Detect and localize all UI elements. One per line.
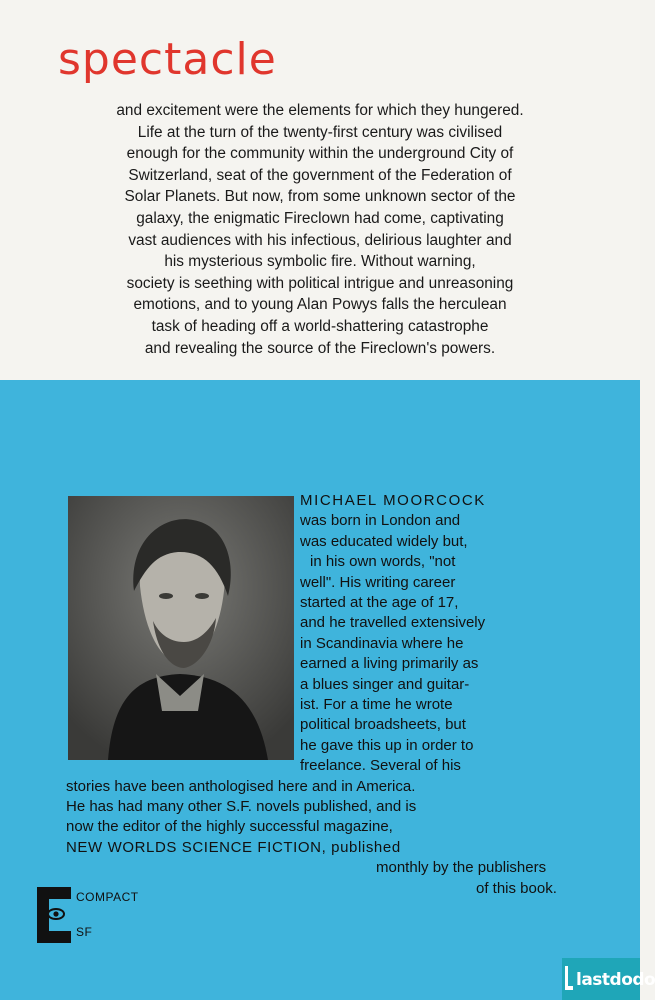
lower-panel — [0, 380, 640, 1000]
blurb-line: Solar Planets. But now, from some unknown sector of the — [124, 188, 516, 206]
sticker-mark-icon — [564, 966, 574, 990]
publisher-logo — [37, 887, 71, 943]
bio-line: was born in London and — [300, 512, 461, 529]
bio-line: and he travelled extensively — [300, 614, 486, 631]
bio-line: well". His writing career — [300, 574, 456, 591]
book-title-word: spectacle — [58, 34, 277, 85]
blurb-line: enough for the community within the underground City of — [126, 145, 514, 163]
publisher-imprint: SF — [76, 925, 93, 939]
bio-line: now the editor of the highly successful magazine, — [66, 818, 393, 835]
bio-line: monthly by the publishers — [376, 859, 547, 876]
bio-line: in his own words, "not — [310, 553, 456, 570]
blurb-line: emotions, and to young Alan Powys falls the herculean — [133, 296, 507, 314]
bio-line: was educated widely but, — [300, 533, 468, 550]
bio-line: in Scandinavia where he — [300, 635, 464, 652]
watermark-sticker — [562, 958, 655, 1000]
sticker-text: lastdodo — [576, 970, 655, 990]
author-photo — [68, 496, 294, 760]
blurb-line: Life at the turn of the twenty-first century was civilised — [137, 123, 503, 141]
blurb-line: galaxy, the enigmatic Fireclown had come, captivating — [136, 209, 504, 227]
author-portrait-icon — [68, 496, 294, 760]
upper-panel — [0, 0, 640, 380]
eye-icon — [47, 907, 65, 921]
bio-line: NEW WORLDS SCIENCE FICTION, published — [66, 839, 401, 856]
bio-line: political broadsheets, but — [300, 716, 466, 733]
publisher-name: COMPACT — [76, 890, 139, 904]
bio-line: freelance. Several of his — [300, 757, 461, 774]
blurb-line: his mysterious symbolic fire. Without warning, — [164, 253, 476, 271]
bio-line: He has had many other S.F. novels published, and is — [66, 798, 417, 815]
blurb-text — [40, 100, 600, 359]
blurb-line: and excitement were the elements for which they hungered. — [116, 102, 524, 119]
bio-line: stories have been anthologised here and in America. — [66, 778, 416, 795]
blurb-line: society is seething with political intrigue and unreasoning — [126, 274, 514, 292]
bio-line: started at the age of 17, — [300, 594, 459, 611]
author-name: MICHAEL MOORCOCK — [300, 492, 486, 509]
bio-line: earned a living primarily as — [300, 655, 479, 672]
bio-line: of this book. — [476, 880, 557, 897]
blurb-line: and revealing the source of the Fireclown's powers. — [144, 339, 496, 357]
blurb-line: Switzerland, seat of the government of the Federation of — [128, 166, 512, 184]
bio-line: ist. For a time he wrote — [300, 696, 453, 713]
blurb-line: task of heading off a world-shattering catastrophe — [151, 317, 489, 335]
bio-line: he gave this up in order to — [300, 737, 474, 754]
bio-line: a blues singer and guitar- — [300, 676, 470, 693]
blurb-line: vast audiences with his infectious, delirious laughter and — [128, 231, 512, 249]
